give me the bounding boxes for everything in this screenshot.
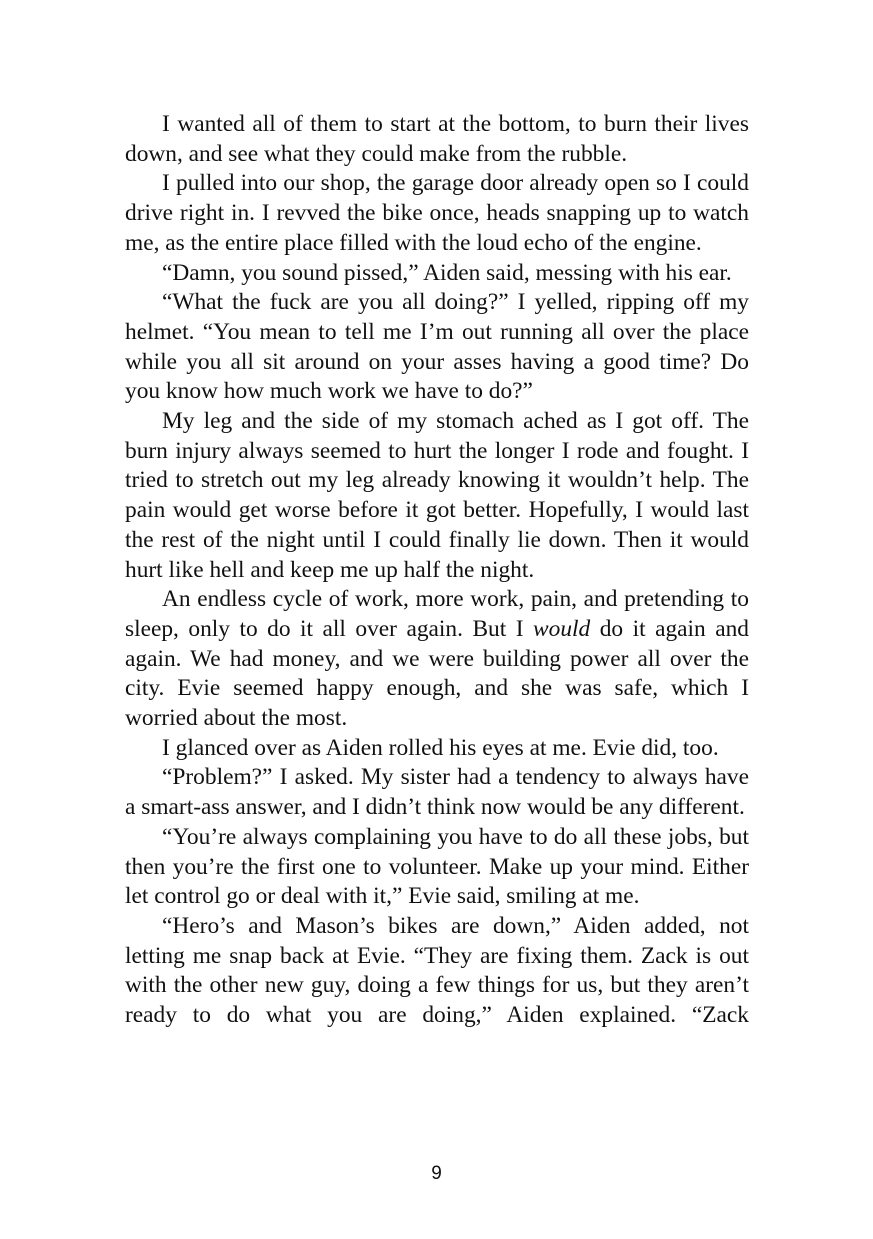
body-text (125, 110, 749, 1031)
paragraph-last: “Hero’s and Mason’s bikes are down,” Aiden added, not letting me snap back at Evie. “They are fixing them. Zack is out with the other new guy, doing a few things for us, but they aren’t ready to do what you are doing,” Aiden explained. “Zack (125, 912, 749, 1029)
paragraph (125, 585, 749, 734)
paragraph: “Problem?” I asked. My sister had a tendency to always have a smart-ass answer, and I didn’t think now would be any different. (125, 764, 749, 821)
emphasized-word: would (533, 615, 591, 642)
paragraph: “Damn, you sound pissed,” Aiden said, messing with his ear. (162, 259, 732, 286)
paragraph-text: do it again and again. We had money, and we were building power all over the city. Evie seemed happy enough, and she was safe, which I worried about the most. (125, 615, 749, 732)
paragraph: “You’re always complaining you have to do all these jobs, but then you’re the first one to volunteer. Make up your mind. Either let control go or deal with it,” Evie said, smiling at me. (125, 823, 749, 910)
page-number: 9 (431, 1163, 442, 1184)
paragraph: I glanced over as Aiden rolled his eyes at me. Evie did, too. (162, 734, 719, 761)
paragraph: “What the fuck are you all doing?” I yelled, ripping off my helmet. “You mean to tell me I’m out running all over the place while you all sit around on your asses having a good time? Do you know how much work we have to do?” (125, 289, 749, 405)
paragraph-text: An endless cycle of work, more work, pain, and pretending to sleep, only to do it all over again. But I (125, 586, 749, 642)
paragraph: I wanted all of them to start at the bottom, to burn their lives down, and see what they could make from the rubble. (125, 111, 749, 167)
paragraph: I pulled into our shop, the garage door already open so I could drive right in. I revved the bike once, heads snapping up to watch me, as the entire place filled with the loud echo of the engine. (125, 170, 749, 256)
paragraph: My leg and the side of my stomach ached as I got off. The burn injury always seemed to hurt the longer I rode and fought. I tried to stretch out my leg already knowing it wouldn’t help. The pain would get worse before it got better. Hopefully, I would last the rest of the night until I could finally lie down. Then it would hurt like hell and keep me up half the night. (125, 408, 749, 583)
